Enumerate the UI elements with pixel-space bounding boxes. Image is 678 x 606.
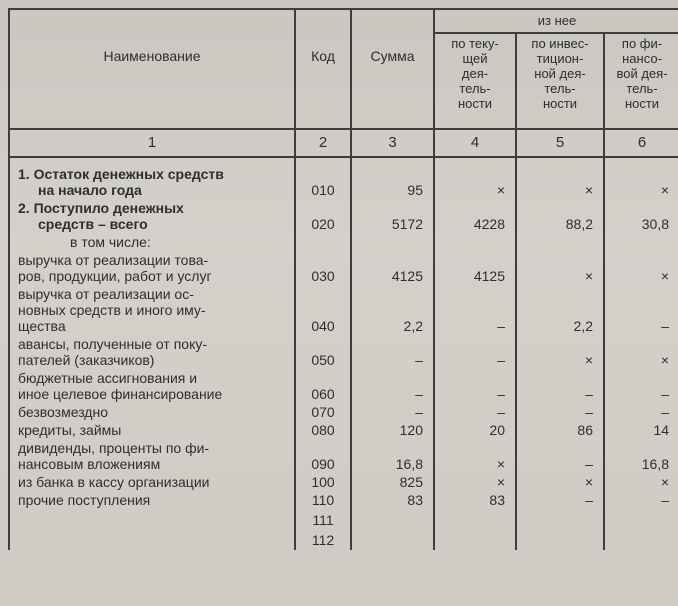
row-name-line: на начало года <box>38 182 142 198</box>
header-invest-line: тицион- <box>536 51 584 66</box>
row-current: × <box>434 157 516 200</box>
row-sum: – <box>351 370 434 404</box>
row-current: × <box>434 440 516 474</box>
row-invest: × <box>516 336 604 370</box>
row-sum: 120 <box>351 422 434 440</box>
row-finance: × <box>604 336 678 370</box>
table-row <box>9 336 678 370</box>
row-code: 111 <box>295 510 351 530</box>
column-number: 4 <box>434 129 516 157</box>
row-name <box>9 440 295 474</box>
row-name <box>9 422 295 440</box>
table-row <box>9 492 678 510</box>
table-row <box>9 200 678 234</box>
row-sum: 16,8 <box>351 440 434 474</box>
table-row <box>9 440 678 474</box>
row-finance: – <box>604 492 678 510</box>
row-name-line: дивиденды, проценты по фи- <box>18 440 210 456</box>
row-finance: – <box>604 286 678 336</box>
row-sum: 2,2 <box>351 286 434 336</box>
header-code: Код <box>295 9 351 129</box>
row-finance: 16,8 <box>604 440 678 474</box>
table-row <box>9 157 678 200</box>
row-name-line: щества <box>18 318 66 334</box>
column-number: 3 <box>351 129 434 157</box>
row-name-line: выручка от реализации това- <box>18 252 209 268</box>
row-code: 110 <box>295 492 351 510</box>
row-name-line: авансы, полученные от поку- <box>18 336 208 352</box>
table-row <box>9 474 678 492</box>
row-current: 4228 <box>434 200 516 234</box>
header-finance-line: по фи- <box>621 36 663 51</box>
header-current-activity <box>434 33 516 129</box>
row-name <box>9 492 295 510</box>
row-name-line: выручка от реализации ос- <box>18 286 194 302</box>
row-code: 060 <box>295 370 351 404</box>
row-name-line: в том числе: <box>70 234 151 250</box>
header-invest-line: ности <box>542 96 578 111</box>
row-name <box>9 252 295 286</box>
header-current-line: щей <box>462 51 488 66</box>
header-invest-line: тель- <box>544 81 576 96</box>
row-code: 080 <box>295 422 351 440</box>
row-name <box>9 370 295 404</box>
header-of-which: из нее <box>434 9 678 33</box>
header-finance-activity <box>604 33 678 129</box>
row-finance: 30,8 <box>604 200 678 234</box>
column-number: 1 <box>9 129 295 157</box>
row-name <box>9 510 295 530</box>
row-sum: 83 <box>351 492 434 510</box>
row-invest: – <box>516 492 604 510</box>
row-sum: 4125 <box>351 252 434 286</box>
row-name-line: нансовым вложениям <box>18 456 161 472</box>
row-finance: × <box>604 157 678 200</box>
row-code: 070 <box>295 404 351 422</box>
row-finance: × <box>604 474 678 492</box>
header-invest-line: по инвес- <box>531 36 589 51</box>
row-invest: × <box>516 252 604 286</box>
row-name-line: прочие поступления <box>18 492 151 508</box>
header-finance-line: ности <box>624 96 660 111</box>
row-finance <box>604 234 678 252</box>
row-invest: – <box>516 370 604 404</box>
header-current-line: дея- <box>461 66 489 81</box>
row-name-line: кредиты, займы <box>18 422 122 438</box>
header-finance-line: тель- <box>626 81 658 96</box>
row-current: 83 <box>434 492 516 510</box>
row-finance: – <box>604 370 678 404</box>
row-sum <box>351 510 434 530</box>
row-code: 030 <box>295 252 351 286</box>
row-name <box>9 157 295 200</box>
row-invest <box>516 510 604 530</box>
row-finance <box>604 530 678 550</box>
row-invest: – <box>516 404 604 422</box>
table-row <box>9 234 678 252</box>
table-row <box>9 510 678 530</box>
row-name <box>9 404 295 422</box>
row-name <box>9 286 295 336</box>
row-code: 050 <box>295 336 351 370</box>
row-name-line: иное целевое финансирование <box>18 386 223 402</box>
row-sum: 825 <box>351 474 434 492</box>
row-name <box>9 234 295 252</box>
table-row <box>9 252 678 286</box>
row-sum: 5172 <box>351 200 434 234</box>
row-sum: 95 <box>351 157 434 200</box>
row-name <box>9 474 295 492</box>
row-current: × <box>434 474 516 492</box>
row-name-line: пателей (заказчиков) <box>18 352 155 368</box>
header-finance-line: нансо- <box>622 51 662 66</box>
column-number: 5 <box>516 129 604 157</box>
row-sum: – <box>351 404 434 422</box>
row-finance: 14 <box>604 422 678 440</box>
row-name <box>9 530 295 550</box>
row-invest: 86 <box>516 422 604 440</box>
row-sum: – <box>351 336 434 370</box>
column-number: 2 <box>295 129 351 157</box>
row-invest: 2,2 <box>516 286 604 336</box>
row-invest: × <box>516 474 604 492</box>
row-current: – <box>434 404 516 422</box>
row-current: – <box>434 370 516 404</box>
row-name-line: новных средств и иного иму- <box>18 302 206 318</box>
table-row <box>9 422 678 440</box>
header-name: Наименование <box>9 9 295 129</box>
cash-flow-table <box>8 8 678 550</box>
row-name-line: бюджетные ассигнования и <box>18 370 198 386</box>
row-current: – <box>434 336 516 370</box>
header-invest-line: ной дея- <box>534 66 586 81</box>
row-name-line: ров, продукции, работ и услуг <box>18 268 212 284</box>
row-invest: – <box>516 440 604 474</box>
row-finance: – <box>604 404 678 422</box>
row-finance: × <box>604 252 678 286</box>
row-code <box>295 234 351 252</box>
header-invest-activity <box>516 33 604 129</box>
row-name-line: безвозмездно <box>18 404 108 420</box>
table-row <box>9 286 678 336</box>
row-finance <box>604 510 678 530</box>
row-name-line: 2. Поступило денежных <box>18 200 184 216</box>
row-code: 020 <box>295 200 351 234</box>
table-row <box>9 404 678 422</box>
row-code: 100 <box>295 474 351 492</box>
table-row <box>9 530 678 550</box>
row-sum <box>351 530 434 550</box>
row-invest: × <box>516 157 604 200</box>
row-sum <box>351 234 434 252</box>
table-row <box>9 370 678 404</box>
row-code: 112 <box>295 530 351 550</box>
header-finance-line: вой дея- <box>616 66 668 81</box>
row-current: 4125 <box>434 252 516 286</box>
row-name-line: из банка в кассу организации <box>18 474 210 490</box>
header-current-line: по теку- <box>451 36 499 51</box>
row-current: – <box>434 286 516 336</box>
row-invest <box>516 234 604 252</box>
table-body <box>9 157 678 550</box>
row-current <box>434 510 516 530</box>
row-code: 010 <box>295 157 351 200</box>
header-current-line: ности <box>457 96 493 111</box>
header-sum: Сумма <box>351 9 434 129</box>
header-current-line: тель- <box>459 81 491 96</box>
row-code: 040 <box>295 286 351 336</box>
row-name <box>9 336 295 370</box>
row-name-line: средств – всего <box>38 216 148 232</box>
column-number: 6 <box>604 129 678 157</box>
row-invest: 88,2 <box>516 200 604 234</box>
row-current <box>434 530 516 550</box>
row-code: 090 <box>295 440 351 474</box>
row-name-line: 1. Остаток денежных средств <box>18 166 224 182</box>
row-current: 20 <box>434 422 516 440</box>
row-current <box>434 234 516 252</box>
row-invest <box>516 530 604 550</box>
row-name <box>9 200 295 234</box>
